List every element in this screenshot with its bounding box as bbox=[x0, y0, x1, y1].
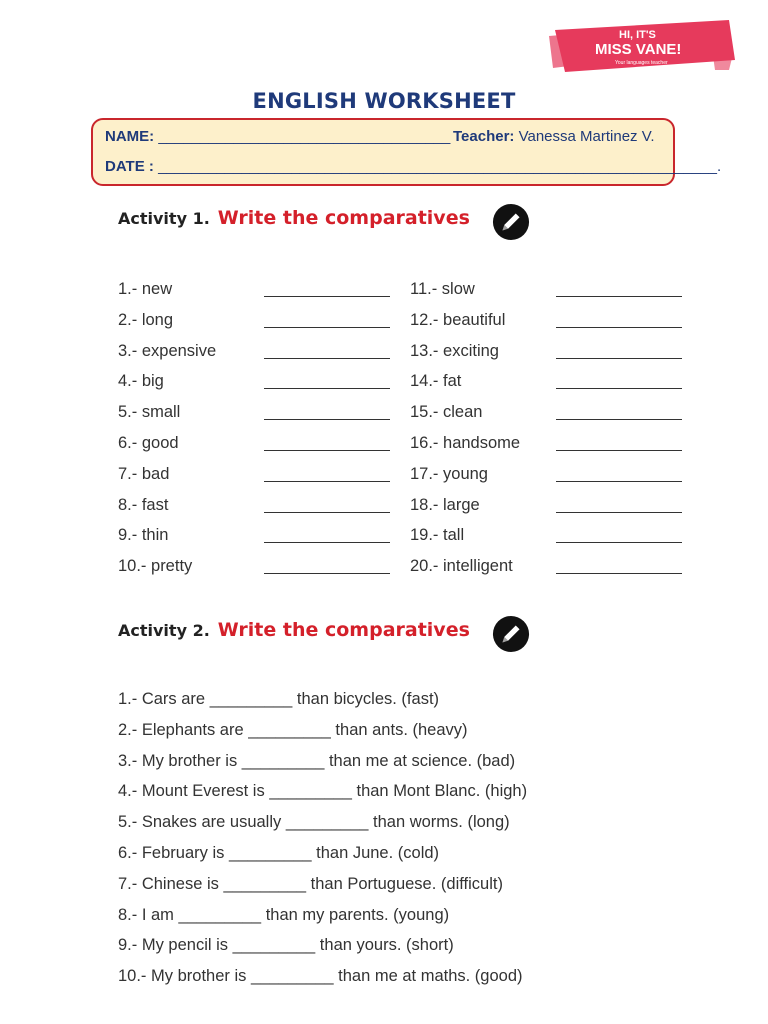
word-item: 5.- small bbox=[118, 403, 181, 422]
page-title: ENGLISH WORKSHEET bbox=[252, 89, 516, 113]
answer-blank[interactable]: _________ bbox=[232, 936, 316, 955]
answer-blank[interactable] bbox=[556, 481, 682, 482]
sentence-end: than ants. (heavy) bbox=[330, 720, 468, 739]
sentence-end: than bicycles. (fast) bbox=[292, 690, 440, 708]
word-item: 16.- handsome bbox=[410, 434, 521, 452]
sentence-end: than yours. (short) bbox=[315, 936, 454, 955]
word-item: 1.- new bbox=[118, 280, 173, 298]
sentence-start: 1.- Cars are bbox=[118, 690, 210, 708]
pencil-icon bbox=[492, 203, 530, 241]
answer-blank[interactable] bbox=[264, 327, 390, 328]
answer-blank[interactable] bbox=[556, 512, 682, 513]
sentence-item bbox=[118, 720, 468, 740]
miss-vane-logo bbox=[543, 16, 737, 78]
activity2-heading bbox=[118, 619, 470, 641]
activity1-label: Activity 1. bbox=[118, 209, 210, 228]
teacher-row bbox=[453, 128, 655, 145]
sentence-end: than June. (cold) bbox=[311, 844, 440, 862]
sentence-item bbox=[118, 966, 523, 986]
name-label: NAME: bbox=[105, 128, 155, 145]
sentence-start: 6.- February is bbox=[118, 844, 229, 862]
sentence-item bbox=[118, 874, 503, 894]
logo-line2: MISS VANE! bbox=[595, 41, 682, 58]
sentence-start: 4.- Mount Everest is bbox=[118, 782, 270, 801]
date-row bbox=[105, 158, 721, 175]
word-item: 19.- tall bbox=[410, 526, 465, 545]
word-item: 2.- long bbox=[118, 310, 174, 329]
name-field[interactable]: ___________________________________ bbox=[158, 128, 451, 145]
sentence-end: than me at maths. (good) bbox=[333, 967, 523, 986]
date-field[interactable]: ___________________________________________________________________. bbox=[158, 158, 722, 175]
answer-blank[interactable] bbox=[264, 481, 390, 482]
sentence-start: 9.- My pencil is bbox=[118, 936, 233, 955]
answer-blank[interactable] bbox=[556, 450, 682, 451]
teacher-label: Teacher: bbox=[453, 128, 515, 145]
word-item: 3.- expensive bbox=[118, 341, 217, 360]
answer-blank[interactable] bbox=[264, 358, 390, 359]
sentence-start: 3.- My brother is bbox=[118, 751, 242, 770]
answer-blank[interactable]: _________ bbox=[241, 751, 325, 770]
answer-blank[interactable]: _________ bbox=[250, 967, 334, 986]
sentence-end: than Portuguese. (difficult) bbox=[306, 874, 503, 893]
word-item: 7.- bad bbox=[118, 464, 170, 483]
answer-blank[interactable] bbox=[556, 573, 682, 574]
answer-blank[interactable] bbox=[264, 419, 390, 420]
word-item: 15.- clean bbox=[410, 403, 483, 422]
activity2-title: Write the comparatives bbox=[217, 619, 470, 641]
answer-blank[interactable] bbox=[264, 573, 390, 574]
answer-blank[interactable] bbox=[264, 388, 390, 389]
activity1-title: Write the comparatives bbox=[217, 207, 470, 229]
sentence-start: 2.- Elephants are bbox=[118, 720, 249, 739]
activity1-heading bbox=[118, 207, 470, 229]
answer-blank[interactable] bbox=[264, 450, 390, 451]
sentence-end: than worms. (long) bbox=[368, 813, 510, 832]
answer-blank[interactable] bbox=[556, 419, 682, 420]
answer-blank[interactable]: _________ bbox=[228, 844, 312, 862]
sentence-item bbox=[118, 751, 515, 771]
word-item: 13.- exciting bbox=[410, 341, 499, 360]
sentence-end: than my parents. (young) bbox=[261, 905, 450, 924]
answer-blank[interactable]: _________ bbox=[223, 874, 307, 893]
word-item: 4.- big bbox=[118, 372, 164, 391]
teacher-name: Vanessa Martinez V. bbox=[518, 128, 655, 145]
sentence-item bbox=[118, 843, 439, 863]
sentence-start: 10.- My brother is bbox=[118, 967, 251, 986]
word-item: 17.- young bbox=[410, 464, 488, 483]
answer-blank[interactable]: _________ bbox=[269, 782, 352, 801]
word-item: 18.- large bbox=[410, 495, 480, 514]
sentence-start: 8.- I am bbox=[118, 905, 179, 924]
answer-blank[interactable]: _________ bbox=[209, 690, 293, 708]
pencil-icon bbox=[492, 615, 530, 653]
name-row bbox=[105, 128, 450, 145]
answer-blank[interactable] bbox=[556, 296, 682, 297]
answer-blank[interactable]: _________ bbox=[178, 905, 262, 924]
sentence-end: than Mont Blanc. (high) bbox=[351, 782, 528, 801]
sentence-item bbox=[118, 689, 439, 709]
word-item: 6.- good bbox=[118, 434, 179, 452]
sentence-item bbox=[118, 781, 527, 801]
answer-blank[interactable] bbox=[556, 358, 682, 359]
answer-blank[interactable] bbox=[556, 388, 682, 389]
student-info-box bbox=[91, 118, 722, 186]
answer-blank[interactable]: _________ bbox=[285, 813, 369, 832]
word-item: 12.- beautiful bbox=[410, 310, 506, 329]
answer-blank[interactable] bbox=[556, 542, 682, 543]
sentence-start: 5.- Snakes are usually bbox=[118, 813, 286, 832]
activity2-label: Activity 2. bbox=[118, 621, 210, 640]
logo-tagline: Your languages teacher bbox=[615, 60, 668, 66]
sentence-item bbox=[118, 812, 510, 832]
sentence-item bbox=[118, 935, 454, 955]
sentence-item bbox=[118, 905, 449, 925]
sentence-end: than me at science. (bad) bbox=[324, 751, 516, 770]
answer-blank[interactable] bbox=[264, 542, 390, 543]
answer-blank[interactable]: _________ bbox=[248, 720, 331, 739]
answer-blank[interactable] bbox=[264, 296, 390, 297]
logo-line1: HI, IT'S bbox=[619, 29, 656, 41]
word-item: 14.- fat bbox=[410, 372, 462, 391]
word-item: 10.- pretty bbox=[118, 557, 193, 576]
word-item: 9.- thin bbox=[118, 526, 169, 545]
date-label: DATE : bbox=[105, 158, 154, 175]
answer-blank[interactable] bbox=[264, 512, 390, 513]
word-item: 8.- fast bbox=[118, 495, 169, 514]
sentence-start: 7.- Chinese is bbox=[118, 874, 224, 893]
word-item: 11.- slow bbox=[410, 280, 475, 298]
answer-blank[interactable] bbox=[556, 327, 682, 328]
word-item: 20.- intelligent bbox=[410, 557, 513, 576]
